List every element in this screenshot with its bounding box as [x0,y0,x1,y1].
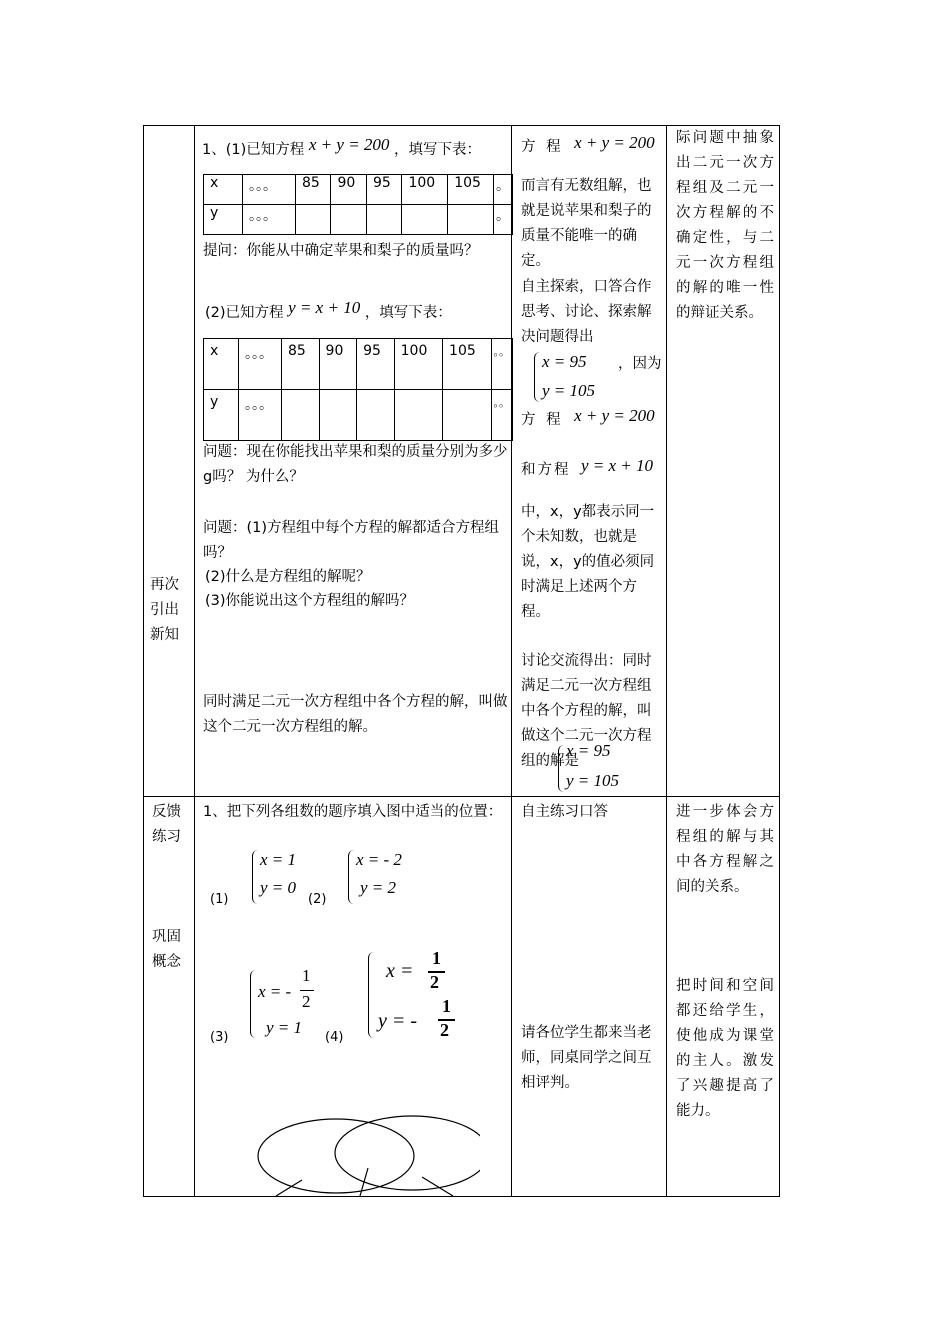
option-2-label: (2) [308,892,327,907]
student2-text-2: 请各位学生都来当老师，同桌同学之间互相评判。 [521,1025,652,1091]
table-cell: y [204,390,239,441]
section1-label-line: 新知 [150,627,179,643]
student-text-2: 自主探索，口答合作思考、讨论、探索解决问题得出 [521,279,652,345]
table-cell: 100 [394,339,442,390]
question-2 [205,298,510,322]
equation-x-plus-y: x + y = 200 [308,135,390,154]
section2-label-line: 概念 [152,954,181,970]
table-cell [448,205,494,235]
table-bottom-border [143,1196,780,1197]
table-cell [443,390,491,441]
section2-label-line: 练习 [152,829,181,845]
col-border-3 [666,125,667,1197]
option-3-x-numerator: 1 [302,966,311,985]
final-solution-x: x = 95 [566,741,611,760]
option-3-x-prefix: x = - [258,982,292,1001]
option-4-y-numerator: 1 [442,996,451,1016]
table-row [204,390,513,441]
table-cell: 。。。 [243,205,296,235]
option-4-y-prefix: y = - [378,1010,418,1032]
table-cell: 。。 [491,339,513,390]
exercise-task: 1、把下列各组数的题序填入图中适当的位置： [203,804,503,820]
table-cell: x [204,339,239,390]
student-eq-1 [521,135,655,156]
question-2-prefix: (2)已知方程 [205,305,284,321]
table-cell [402,205,448,235]
table-cell: x [204,175,243,205]
ask-5: (3)你能说出这个方程组的解吗？ [205,593,415,609]
table-cell [296,205,331,235]
student-eq-4-math: y = x + 10 [580,456,653,475]
option-4-label: (4) [325,1030,344,1045]
student-text-6: 讨论交流得出：同时满足二元一次方程组中各个方程的解，叫做这个二元一次方程组的解是 [521,653,652,769]
table-cell [366,205,401,235]
col-border-1 [194,125,195,1197]
definition-text: 同时满足二元一次方程组中各个方程的解，叫做这个二元一次方程组的解。 [203,694,508,735]
solution-x: x = 95 [542,352,587,371]
ask-2: 问题：现在你能找出苹果和梨的质量分别为多少g吗？ 为什么？ [203,444,508,485]
student-eq-3 [521,408,655,429]
table-cell: 95 [366,175,401,205]
ask-1: 提问：你能从中确定苹果和梨子的质量吗？ [203,243,479,259]
question-1-prefix: 1、(1)已知方程 [202,142,305,158]
table-cell: 90 [331,175,366,205]
option-3-y: y = 1 [266,1018,303,1037]
table-cell: 。。 [491,390,513,441]
ask-3: 问题：(1)方程组中每个方程的解都适合方程组吗？ [203,520,500,561]
option-4-x-numerator: 1 [432,948,441,968]
section2-label-bottom [152,925,192,975]
option-2-brace [348,850,355,904]
student-eq-3-math: x + y = 200 [574,406,655,425]
table-cell: 。。。 [243,175,296,205]
question-2-suffix: ，填写下表： [364,305,452,321]
option-2-x: x = - 2 [356,850,402,869]
table-cell: 90 [319,339,357,390]
table-cell: y [204,205,243,235]
value-table-1 [203,174,513,235]
col-border-4 [779,125,780,1197]
option-3-brace [250,970,257,1038]
option-1-brace [252,850,259,904]
student2-text-1: 自主练习口答 [521,804,608,820]
section2-label-line: 巩固 [152,929,181,945]
venn-left-ellipse [258,1119,414,1193]
table-cell [331,205,366,235]
col-border-0 [143,125,144,1197]
venn-pointer-middle [360,1168,368,1196]
option-1-x: x = 1 [260,850,297,869]
table-row [204,175,513,205]
table-cell: 。 [494,205,513,235]
table-row [204,205,513,235]
row-divider [143,796,780,797]
table-cell: 105 [443,339,491,390]
option-1-y: y = 0 [260,878,297,897]
option-1-label: (1) [210,892,229,907]
student-text-1: 而言有无数组解，也就是说苹果和梨子的质量不能唯一的确定。 [521,178,652,269]
option-4-brace [368,952,376,1038]
option-2-y: y = 2 [360,878,397,897]
option-3-label: (3) [210,1030,229,1045]
value-table-2 [203,338,513,441]
section2-label-line: 反馈 [152,804,181,820]
table-row [204,339,513,390]
student-text-5: 中，x，y都表示同一个未知数，也就是说，x，y的值必须同时满足上述两个方程。 [521,504,655,620]
solution-y: y = 105 [542,381,596,400]
venn-pointer-right [422,1177,453,1196]
system-brace [534,352,541,402]
option-3-fraction-bar [300,990,314,991]
table-cell: 95 [357,339,395,390]
section2-label-top [152,800,192,850]
option-3-x-denominator: 2 [302,992,311,1011]
student-eq-4-word: 和方程 [521,462,571,478]
table-cell: 85 [282,339,320,390]
student-eq-1-word: 方 程 [521,139,564,155]
table-cell: 。。。 [239,390,282,441]
section1-label-line: 再次 [150,577,179,593]
equation-y-eq-x-plus-10: y = x + 10 [288,298,361,317]
intent2-text-1: 进一步体会方程组的解与其中各方程解之间的关系。 [676,804,774,895]
venn-diagram [240,1110,480,1196]
intent-text-1: 际问题中抽象出二元一次方程组及二元一次方程解的不确定性，与二元一次方程组的解的唯一性的辩证关系。 [676,130,774,321]
option-4-x-prefix: x = [386,960,414,982]
question-1-suffix: ，填写下表： [394,142,482,158]
table-cell: 105 [448,175,494,205]
table-cell [319,390,357,441]
venn-right-ellipse [335,1116,480,1190]
question-1 [202,135,507,159]
table-cell: 85 [296,175,331,205]
col-border-2 [511,125,512,1197]
section1-label [150,573,190,648]
table-cell [282,390,320,441]
intent2-text-2: 把时间和空间都还给学生，使他成为课堂的主人。激发了兴趣提高了能力。 [676,978,774,1119]
because-text: ，因为 [618,356,662,372]
table-cell [394,390,442,441]
student-eq-1-math: x + y = 200 [574,133,655,152]
table-cell [357,390,395,441]
ask-4: (2)什么是方程组的解呢？ [205,569,371,585]
table-cell: 100 [402,175,448,205]
option-4-x-denominator: 2 [430,972,439,992]
option-4-y-denominator: 2 [440,1020,449,1040]
table-cell: 。 [494,175,513,205]
table-cell: 。。。 [239,339,282,390]
student-eq-4 [521,458,653,479]
final-system-brace [558,745,565,792]
section1-label-line: 引出 [150,602,179,618]
student-eq-3-word: 方 程 [521,412,564,428]
final-solution-y: y = 105 [566,771,620,790]
